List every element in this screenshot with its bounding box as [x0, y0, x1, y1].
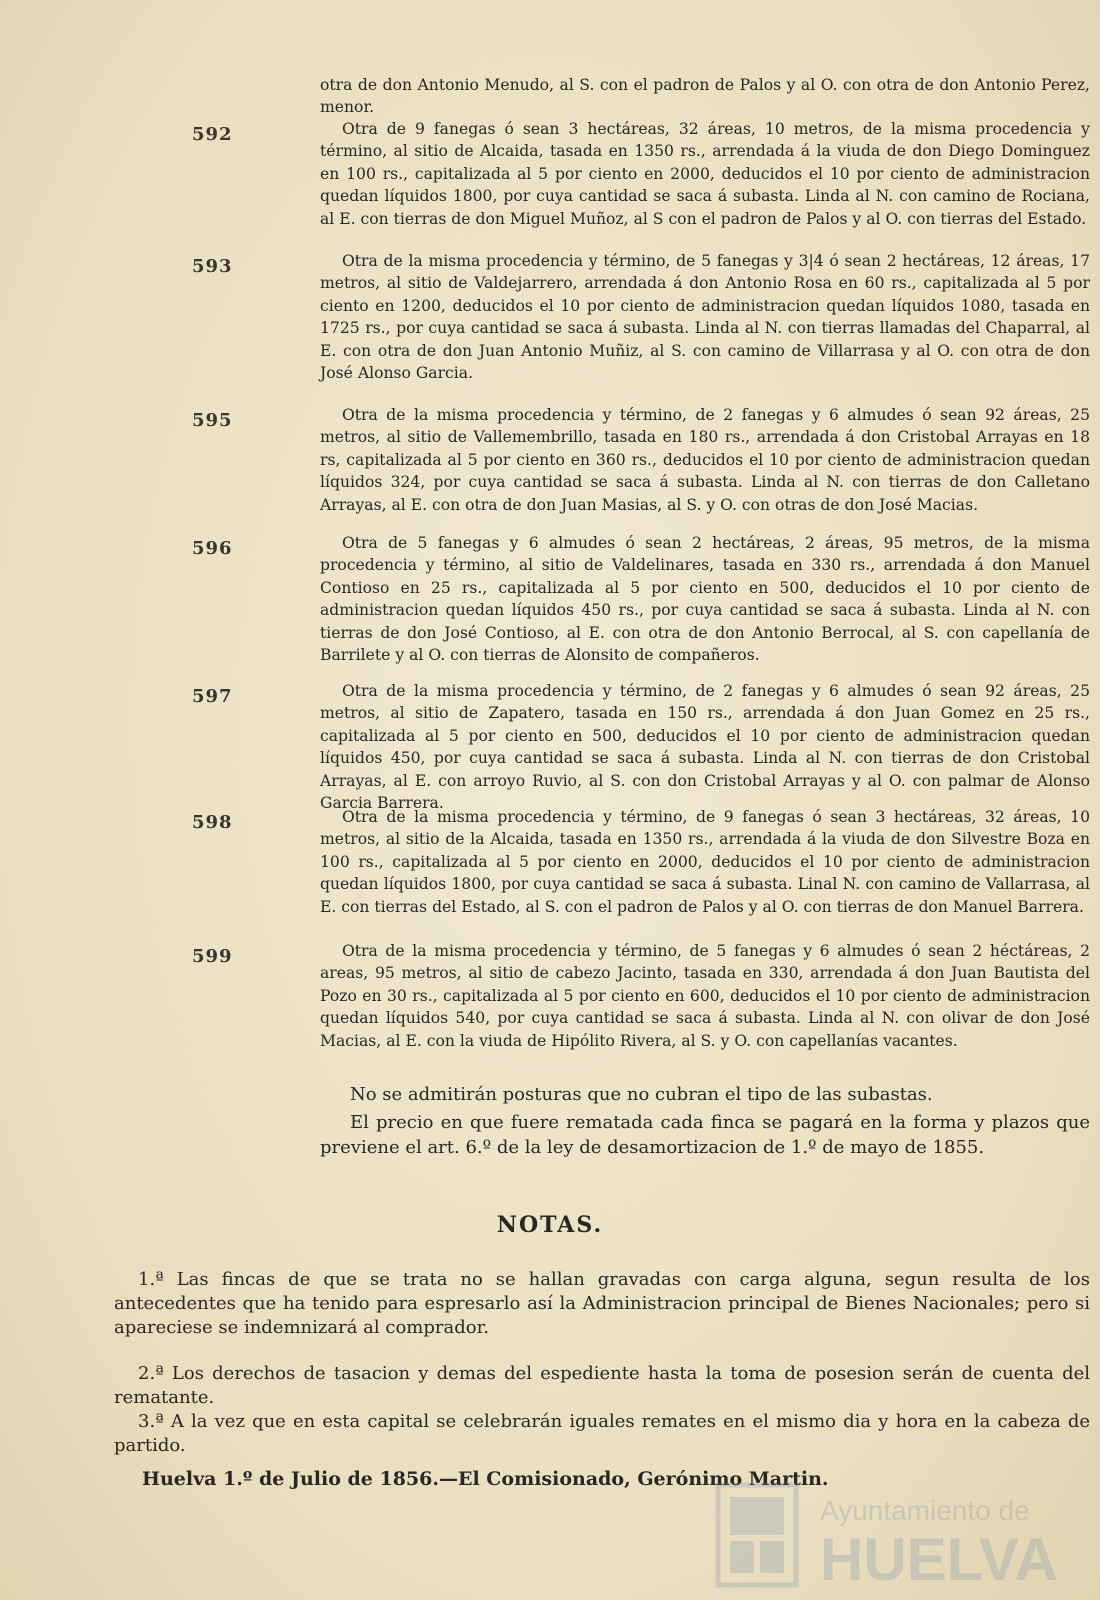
watermark-line2: HUELVA [820, 1526, 1058, 1593]
lot-number: 596 [192, 538, 233, 559]
note-item: 3.ª A la vez que en esta capital se celebrarán iguales remates en el mismo dia y hora en la cabeza de partido. [114, 1411, 1090, 1456]
watermark-line1: Ayuntamiento de [820, 1495, 1030, 1526]
lot-number: 595 [192, 410, 233, 431]
signature-line: Huelva 1.º de Julio de 1856.—El Comisionado, Gerónimo Martin. [142, 1468, 829, 1490]
lot-description: Otra de la misma procedencia y término, de 5 fanegas y 6 almudes ó sean 2 héctáreas, 2 areas, 95 metros, al sitio de cabezo Jacinto, tasada en 330, arrendada á don Juan Bautista del Pozo en 30 rs., capitalizada al 5 por ciento en 600, deducidos el 10 por ciento de administracion quedan líquidos 540, por cuya cantidad se saca á subasta. Linda al N. con olivar de don José Macias, al E. con la viuda de Hipólito Rivera, al S. y O. con capellanías vacantes. [320, 942, 1090, 1050]
lot-number: 597 [192, 686, 233, 707]
intro-paragraph: otra de don Antonio Menudo, al S. con el padron de Palos y al O. con otra de don Antonio Perez, menor. [320, 76, 1090, 117]
closing-paragraph: El precio en que fuere rematada cada finca se pagará en la forma y plazos que previene el art. 6.º de la ley de desamortizacion de 1.º de mayo de 1855. [320, 1112, 1090, 1158]
lot-description: Otra de la misma procedencia y término, de 2 fanegas y 6 almudes ó sean 92 áreas, 25 metros, al sitio de Zapatero, tasada en 150 rs., arrendada á don Juan Gomez en 25 rs., capitalizada al 5 por ciento en 500, deducidos el 10 por ciento de administracion quedan líquidos 450, por cuya cantidad se saca á subasta. Linda al N. con tierras de don Cristobal Arrayas, al E. con arroyo Ruvio, al S. con don Cristobal Arrayas y al O. con palmar de Alonso Garcia Barrera. [320, 682, 1090, 813]
lot-description: Otra de 5 fanegas y 6 almudes ó sean 2 hectáreas, 2 áreas, 95 metros, de la misma procedencia y término, al sitio de Valdelinares, tasada en 330 rs., arrendada á don Manuel Contioso en 25 rs., capitalizada al 5 por ciento en 500, deducidos el 10 por ciento de administracion quedan líquidos 450 rs., por cuya cantidad se saca á subasta. Linda al N. con tierras de don José Contioso, al E. con otra de don Antonio Berrocal, al S. con capellanía de Barrilete y al O. con tierras de Alonsito de compañeros. [320, 534, 1090, 665]
lot-description: Otra de la misma procedencia y término, de 5 fanegas y 3|4 ó sean 2 hectáreas, 12 áreas, 17 metros, al sitio de Valdejarrero, arrendada á don Antonio Rosa en 60 rs., capitalizada al 5 por ciento en 1200, deducidos el 10 por ciento de administracion quedan líquidos 1080, tasada en 1725 rs., por cuya cantidad se saca á subasta. Linda al N. con tierras llamadas del Chaparral, al E. con otra de don Juan Antonio Muñiz, al S. con camino de Villarrasa y al O. con otra de don José Alonso Garcia. [320, 252, 1090, 383]
city-watermark [700, 1475, 1100, 1600]
lot-number: 592 [192, 124, 233, 145]
coat-of-arms-icon [718, 1485, 796, 1585]
lot-description: Otra de la misma procedencia y término, de 2 fanegas y 6 almudes ó sean 92 áreas, 25 metros, al sitio de Vallemembrillo, tasada en 180 rs., arrendada á don Cristobal Arrayas en 18 rs, capitalizada al 5 por ciento en 360 rs., deducidos el 10 por ciento de administracion quedan líquidos 324, por cuya cantidad se saca á subasta. Linda al N. con tierras de don Calletano Arrayas, al E. con otra de don Juan Masias, al S. y O. con otras de don José Macias. [320, 406, 1090, 514]
lot-description: Otra de la misma procedencia y término, de 9 fanegas ó sean 3 hectáreas, 32 áreas, 10 metros, al sitio de la Alcaida, tasada en 1350 rs., arrendada á la viuda de don Silvestre Boza en 100 rs., capitalizada al 5 por ciento en 2000, deducidos el 10 por ciento de administracion quedan líquidos 1800, por cuya cantidad se saca á subasta. Linal N. con camino de Vallarrasa, al E. con tierras del Estado, al S. con el padron de Palos y al O. con tierras de don Manuel Barrera. [320, 808, 1090, 916]
lot-number: 598 [192, 812, 233, 833]
notes-heading: NOTAS. [496, 1212, 604, 1238]
note-item: 1.ª Las fincas de que se trata no se hallan gravadas con carga alguna, segun resulta de los antecedentes que ha tenido para espresarlo así la Administracion principal de Bienes Nacionales; pero si apareciese se indemnizará al comprador. [114, 1269, 1090, 1338]
note-item: 2.ª Los derechos de tasacion y demas del espediente hasta la toma de posesion serán de cuenta del rematante. [114, 1363, 1090, 1408]
closing-paragraph: No se admitirán posturas que no cubran el tipo de las subastas. [350, 1084, 933, 1105]
lot-number: 593 [192, 256, 233, 277]
lot-description: Otra de 9 fanegas ó sean 3 hectáreas, 32 áreas, 10 metros, de la misma procedencia y término, al sitio de Alcaida, tasada en 1350 rs., arrendada á la viuda de don Diego Dominguez en 100 rs., capitalizada al 5 por ciento en 2000, deducidos el 10 por ciento de administracion quedan líquidos 1800, por cuya cantidad se saca á subasta. Linda al N. con camino de Rociana, al E. con tierras de don Miguel Muñoz, al S con el padron de Palos y al O. con tierras del Estado. [320, 120, 1090, 228]
lot-number: 599 [192, 946, 233, 967]
